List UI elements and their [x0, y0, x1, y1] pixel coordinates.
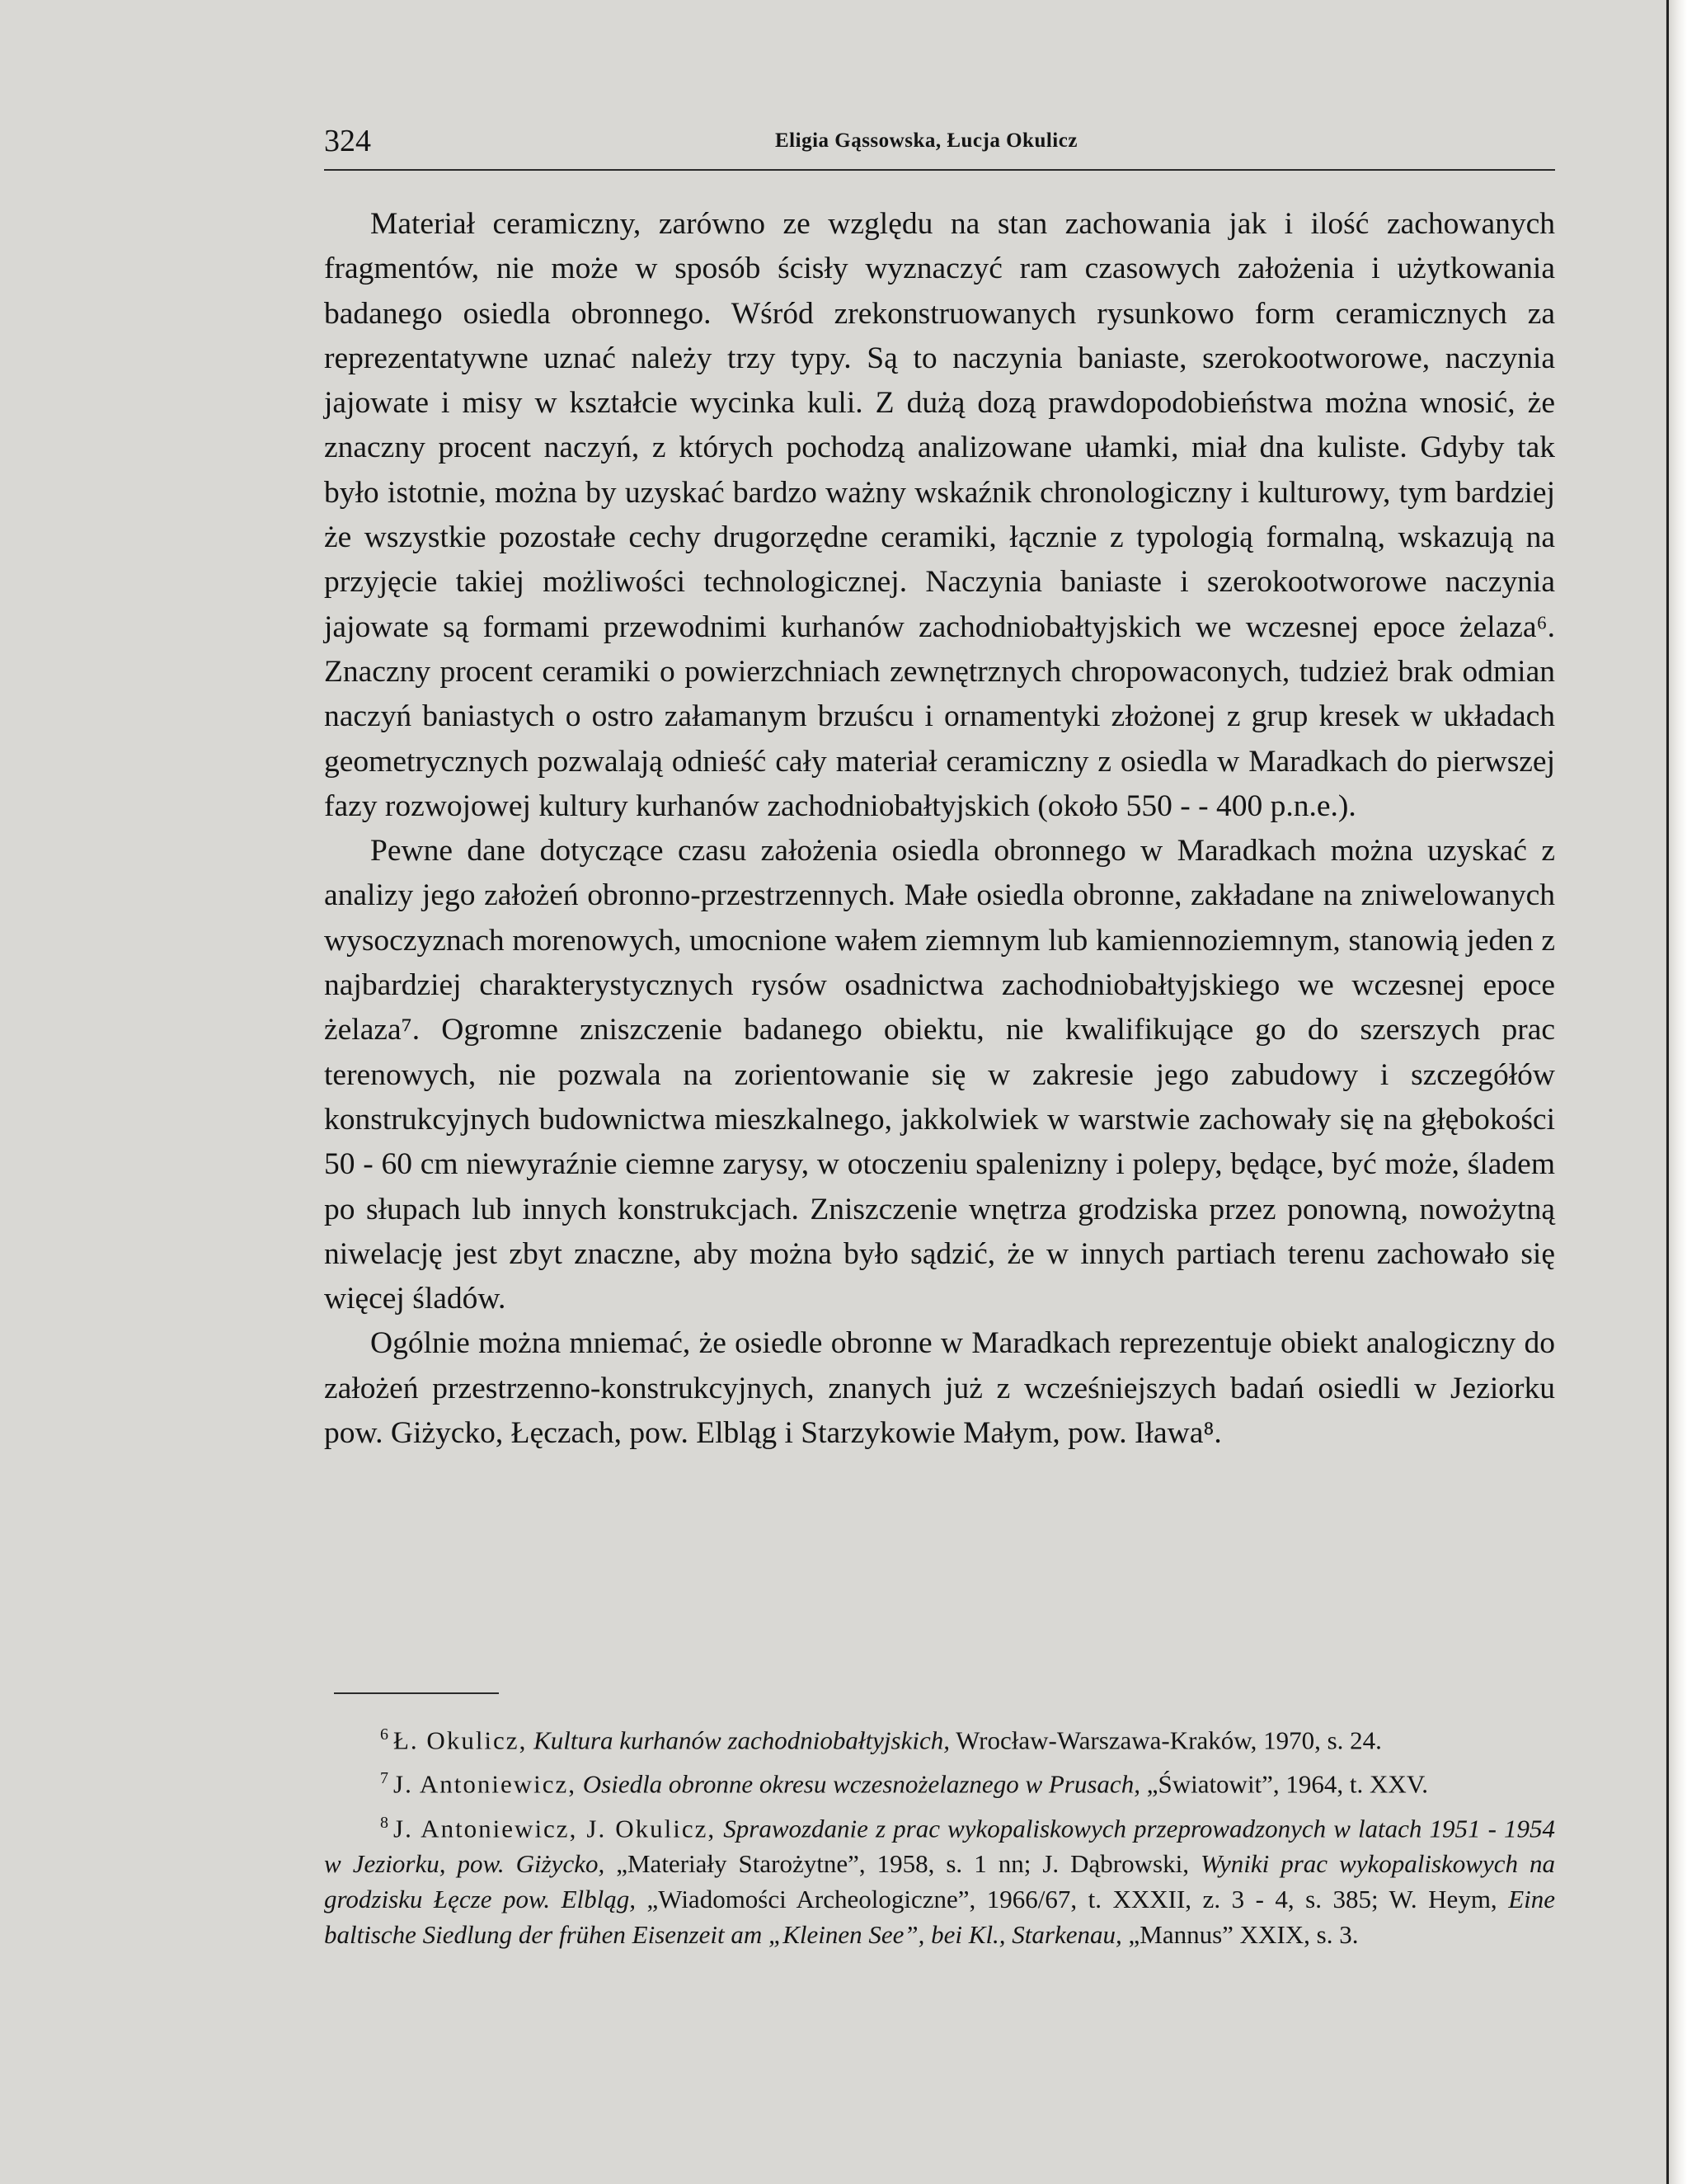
footnote-number: 8	[380, 1813, 388, 1832]
footnote-details: „Materiały Starożytne”, 1958, s. 1 nn; J. Dąbrowski,	[604, 1848, 1189, 1878]
footnote-details: Wrocław-Warszawa-Kraków, 1970, s. 24.	[949, 1725, 1382, 1755]
scan-edge-line	[1666, 0, 1669, 2184]
footnote-title: Osiedla obronne okresu wczesnożelaznego w Prusach,	[582, 1769, 1140, 1799]
footnote-author: J. Antoniewicz,	[393, 1769, 576, 1799]
paragraph: Materiał ceramiczny, zarówno ze względu na stan zachowania jak i ilość zachowanych fragmentów, nie może w sposób ścisły wyznaczyć ram czasowych założenia i użytkowania badanego osiedla obronnego. Wśród zrekonstruowanych rysunkowo form ceramicznych za reprezentatywne uznać należy trzy typy. Są to naczynia baniaste, szerokootworowe, naczynia jajowate i misy w kształcie wycinka kuli. Z dużą dozą prawdopodobieństwa można wnosić, że znaczny procent naczyń, z których pochodzą analizowane ułamki, miał dna kuliste. Gdyby tak było istotnie, można by uzyskać bardzo ważny wskaźnik chronologiczny i kulturowy, tym bardziej że wszystkie pozostałe cechy drugorzędne ceramiki, łącznie z typologią formalną, wskazują na przyjęcie takiej możliwości technologicznej. Naczynia baniaste i szerokootworowe naczynia jajowate są formami przewodnimi kurhanów zachodniobałtyjskich we wczesnej epoce żelaza⁶. Znaczny procent ceramiki o powierzchniach zewnętrznych chropowaconych, tudzież brak odmian naczyń baniastych o ostro załamanym brzuścu i ornamentyki złożonej z grup kresek w układach geometrycznych pozwalają odnieść cały materiał ceramiczny z osiedla w Maradkach do pierwszej fazy rozwojowej kultury kurhanów zachodniobałtyjskich (około 550 - - 400 p.n.e.).	[324, 207, 1555, 823]
page-header	[324, 120, 1555, 171]
paragraph: Ogólnie można mniemać, że osiedle obronne w Maradkach reprezentuje obiekt analogiczny do założeń przestrzenno-konstrukcyjnych, znanych już z wcześniejszych badań osiedli w Jeziorku pow. Giżycko, Łęczach, pow. Elbląg i Starzykowie Małym, pow. Iława⁸.	[324, 1326, 1555, 1451]
footnote-details: „Światowit”, 1964, t. XXV.	[1140, 1769, 1428, 1799]
footnote-title: Eine baltische Siedlung der frühen Eisenzeit am „Kleinen See”, bei Kl., Starkenau,	[324, 1884, 1555, 1949]
body-text	[324, 202, 1555, 1456]
paragraph: Pewne dane dotyczące czasu założenia osiedla obronnego w Maradkach można uzyskać z analizy jego założeń obronno-przestrzennych. Małe osiedla obronne, zakładane na zniwelowanych wysoczyznach morenowych, umocnione wałem ziemnym lub kamiennoziemnym, stanowią jeden z najbardziej charakterystycznych rysów osadnictwa zachodniobałtyjskiego we wczesnej epoce żelaza⁷. Ogromne zniszczenie badanego obiektu, nie kwalifikujące go do szerszych prac terenowych, nie pozwala na zorientowanie się w zakresie jego zabudowy i szczegółów konstrukcyjnych budownictwa mieszkalnego, jakkolwiek w warstwie zachowały się na głębokości 50 - 60 cm niewyraźnie ciemne zarysy, w otoczeniu spalenizny i polepy, będące, być może, śladem po słupach lub innych konstrukcjach. Zniszczenie wnętrza grodziska przez ponowną, nowożytną niwelację jest zbyt znaczne, aby można było sądzić, że w innych partiach terenu zachowało się więcej śladów.	[324, 834, 1555, 1316]
footnote-title: Sprawozdanie z prac wykopaliskowych przeprowadzonych w latach 1951 - 1954 w Jeziorku, pow. Giżycko,	[324, 1813, 1555, 1878]
footnote-details: „Wiadomości Archeologiczne”, 1966/67, t. XXXII, z. 3 - 4, s. 385; W. Heym,	[636, 1884, 1497, 1913]
footnote-details: „Mannus” XXIX, s. 3.	[1121, 1919, 1359, 1949]
footnote-author: Ł. Okulicz,	[393, 1725, 528, 1755]
footnote-title: Wyniki prac wykopaliskowych na grodzisku Łęcze pow. Elbląg,	[324, 1848, 1555, 1913]
footnote-number: 7	[380, 1769, 388, 1788]
footnote-author: J. Antoniewicz, J. Okulicz,	[393, 1813, 717, 1843]
footnote	[324, 1805, 1555, 1952]
footnote	[324, 1761, 1555, 1801]
footnote-title: Kultura kurhanów zachodniobałtyjskich,	[533, 1725, 950, 1755]
footnote	[324, 1717, 1555, 1758]
footnote-divider	[334, 1692, 499, 1694]
footnote-number: 6	[380, 1725, 388, 1744]
footnotes	[324, 1717, 1555, 1956]
page-number: 324	[324, 124, 371, 158]
running-head: Eligia Gąssowska, Łucja Okulicz	[775, 129, 1078, 152]
